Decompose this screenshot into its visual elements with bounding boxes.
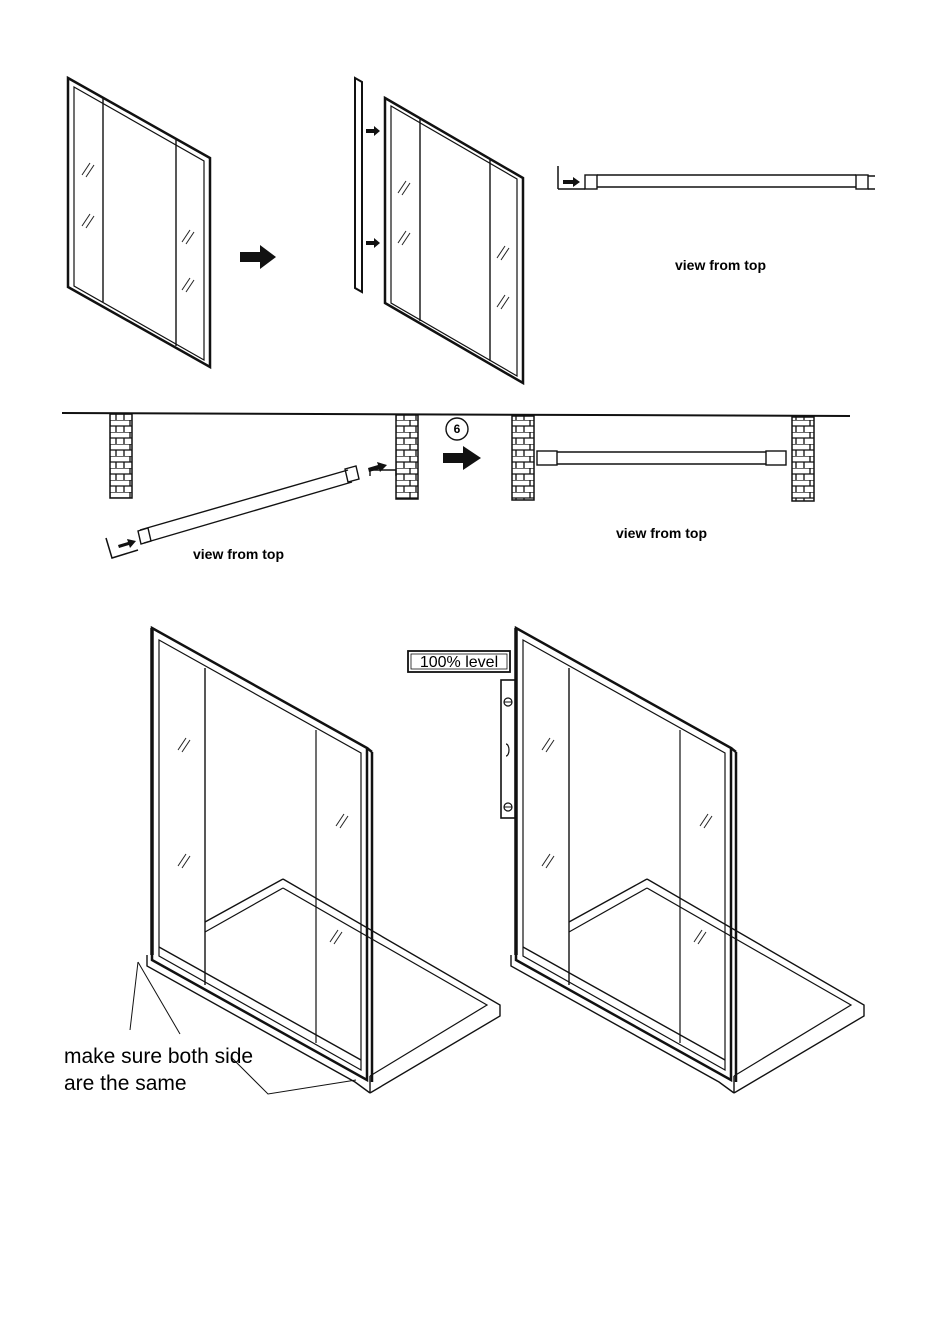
view-from-top-label: view from top <box>616 525 708 541</box>
top-view-rail <box>558 166 875 189</box>
view-from-top-label: view from top <box>193 546 285 562</box>
arrow-right-icon <box>240 245 276 269</box>
angled-rail <box>106 466 396 558</box>
level-label: 100% level <box>419 654 499 671</box>
arrow-small-icon <box>118 539 136 548</box>
step-number: 6 <box>453 422 461 436</box>
note-line-1: make sure both side <box>64 1045 254 1068</box>
installed-rail <box>537 451 786 465</box>
arrow-small-icon <box>366 126 380 136</box>
spirit-level <box>501 680 515 818</box>
arrow-small-icon <box>563 177 580 187</box>
note-line-2: are the same <box>64 1072 187 1095</box>
wall-line <box>62 413 850 416</box>
arrow-small-icon <box>366 238 380 248</box>
door-panel-left <box>68 78 210 367</box>
enclosure-right <box>511 628 864 1093</box>
arrow-right-icon <box>443 446 481 470</box>
enclosure-left <box>130 628 500 1094</box>
view-from-top-label: view from top <box>675 257 767 273</box>
door-panel-middle <box>355 78 523 383</box>
